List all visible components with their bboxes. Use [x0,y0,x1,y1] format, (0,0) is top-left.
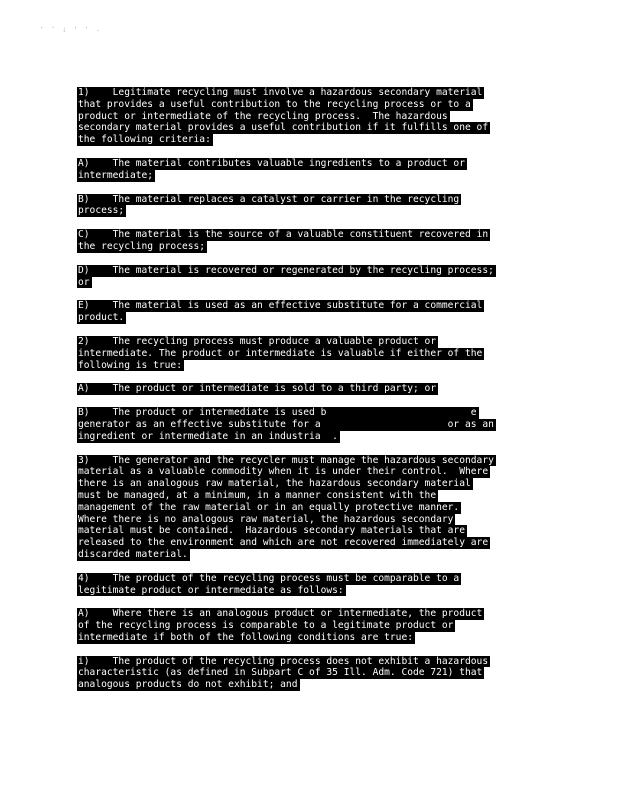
text-line: D) The material is recovered or regenerated by the recycling process; [78,264,494,276]
paragraph-p4 [77,573,539,597]
text-line: process; [78,205,125,217]
paragraph-p4A [77,608,539,643]
text-line: or [78,276,90,288]
paragraph-pE [77,300,539,324]
text-line: there is an analogous raw material, the hazardous secondary material [78,478,471,490]
text-line: legitimate product or intermediate as follows: [78,584,344,596]
paragraph-pB [77,194,539,218]
text-line: E) The material is used as an effective substitute for a commercial [78,300,483,312]
text-line: C) The material is the source of a valuable constituent recovered in [78,229,489,241]
paragraph-p2 [77,336,539,371]
text-line: 1) Legitimate recycling must involve a hazardous secondary material [78,87,483,98]
text-line: released to the environment and which are not recovered immediately are [78,537,489,549]
paragraph-pC [77,229,539,253]
text-line: intermediate if both of the following conditions are true: [78,631,414,643]
page-header-mark: ' ' ; ' ' . [40,26,102,33]
paragraph-p4i [77,656,539,691]
paragraph-pD [77,265,539,289]
text-line: Where there is no analogous raw material, the hazardous secondary [78,513,454,525]
text-line: analogous products do not exhibit; and [78,679,298,691]
text-line: B) The product or intermediate is used b e [78,407,477,419]
document-body [77,87,539,703]
text-line: i) The product of the recycling process does not exhibit a hazardous [78,655,489,667]
text-line: A) Where there is an analogous product or intermediate, the product [78,608,483,620]
text-line: A) The material contributes valuable ingredients to a product or [78,157,465,169]
text-line: discarded material. [78,548,188,560]
text-line: B) The material replaces a catalyst or carrier in the recycling [78,193,460,205]
text-line: characteristic (as defined in Subpart C of 35 Ill. Adm. Code 721) that [78,667,483,679]
text-line: generator as an effective substitute for a or as an [78,418,494,430]
text-line: A) The product or intermediate is sold to a third party; or [78,383,437,395]
paragraph-p2A [77,383,539,395]
text-line: intermediate. The product or intermediate is valuable if either of the [78,347,483,359]
text-line: intermediate; [78,169,154,181]
text-line: product or intermediate of the recycling process. The hazardous [78,110,448,122]
text-line: secondary material provides a useful contribution if it fulfills one of [78,122,489,134]
text-line: product. [78,312,125,324]
paragraph-pA [77,158,539,182]
text-line: that provides a useful contribution to the recycling process or to a [78,98,471,110]
paragraph-p1 [77,87,539,146]
text-line: 2) The recycling process must produce a valuable product or [78,335,437,347]
text-line: the following criteria: [78,134,211,146]
text-line: the recycling process; [78,240,206,252]
text-line: management of the raw material or in an equally protective manner. [78,501,460,513]
text-line: must be managed, at a minimum, in a manner consistent with the [78,489,437,501]
text-line: following is true: [78,359,182,371]
text-line: 4) The product of the recycling process must be comparable to a [78,572,460,584]
text-line: material as a valuable commodity when it is under their control. Where [78,466,489,478]
paragraph-p3 [77,455,539,561]
text-line: of the recycling process is comparable to a legitimate product or [78,620,454,632]
text-line: 3) The generator and the recycler must manage the hazardous secondary [78,454,494,466]
text-line: ingredient or intermediate in an industria . [78,430,338,442]
text-line: material must be contained. Hazardous secondary materials that are [78,525,465,537]
paragraph-p2B [77,407,539,442]
